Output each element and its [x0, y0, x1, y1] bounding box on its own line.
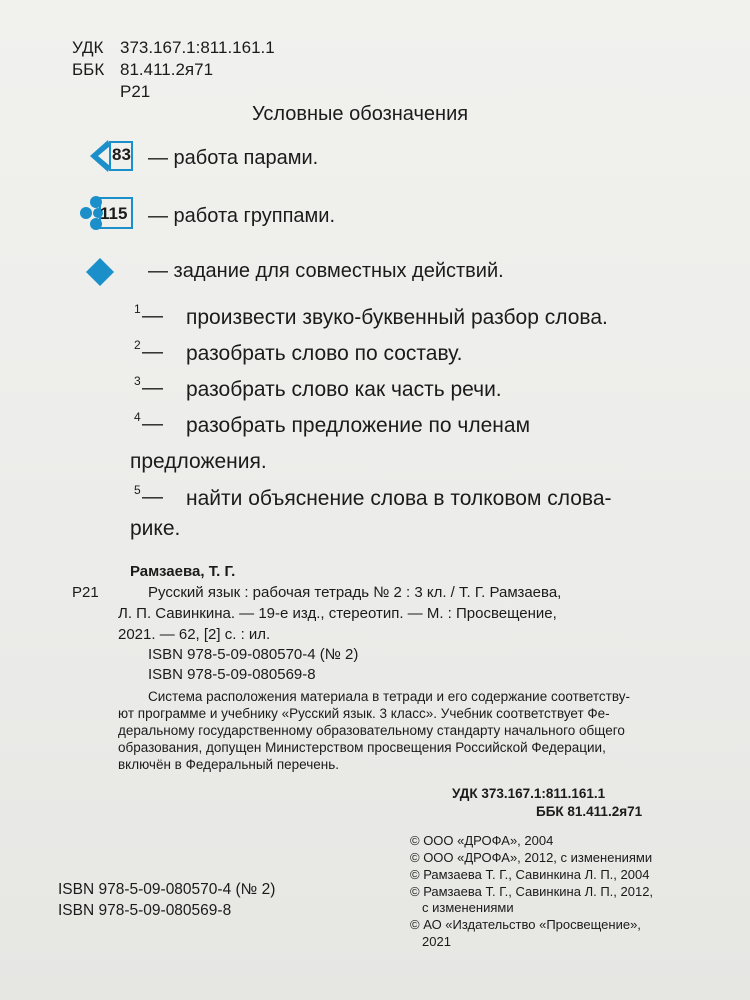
catalog-isbn-1: ISBN 978-5-09-080570-4 (№ 2) [148, 646, 359, 663]
joint-task-diamond-icon [84, 256, 116, 288]
pair-work-text: — работа парами. [148, 147, 319, 169]
bbk-value: 81.411.2я71 [120, 60, 214, 79]
bbk-label: ББК [72, 60, 105, 79]
annotation-line-1: Система расположения материала в тетради и его содержание соответству- [148, 689, 630, 704]
copyright-line-4: © Рамзаева Т. Г., Савинкина Л. П., 2012, [410, 884, 654, 899]
catalog-line-3: 2021. — 62, [2] с. : ил. [118, 626, 271, 643]
symbol-4-dash: — [142, 412, 163, 435]
catalog-line-2: Л. П. Савинкина. — 19-е изд., стереотип. — М. : Просвещение, [118, 605, 557, 622]
symbol-5-text-line2: рике. [130, 517, 181, 540]
legend-title: Условные обозначения [252, 103, 469, 125]
symbol-4-number: 4 [134, 410, 141, 424]
symbol-3-dash: — [142, 376, 163, 399]
annotation-line-4: образования, допущен Министерством просвещения Российской Федерации, [118, 740, 606, 755]
udk-label: УДК [72, 38, 104, 57]
joint-task-text: — задание для совместных действий. [148, 260, 504, 282]
symbol-4-text-line1: разобрать предложение по членам [186, 414, 531, 437]
bottom-isbn-1: ISBN 978-5-09-080570-4 (№ 2) [58, 881, 276, 898]
r-code: Р21 [120, 82, 151, 101]
copyright-line-1: © ООО «ДРОФА», 2004 [410, 833, 554, 848]
copyright-line-6: © АО «Издательство «Просвещение», [410, 917, 641, 932]
pair-work-number: 83 [112, 145, 131, 164]
catalog-r-code: Р21 [72, 584, 99, 601]
group-work-number: 115 [100, 204, 128, 223]
symbol-1-text: произвести звуко-буквенный разбор слова. [186, 306, 608, 329]
symbol-2-number: 2 [134, 338, 141, 352]
symbol-5-number: 5 [134, 483, 141, 497]
catalog-udk-code: УДК 373.167.1:811.161.1 [452, 786, 606, 801]
symbol-4-text-line2: предложения. [130, 450, 267, 473]
symbol-1-number: 1 [134, 302, 141, 316]
symbol-2-dash: — [142, 340, 163, 363]
copyright-line-7: 2021 [422, 934, 451, 949]
symbol-1-dash: — [142, 304, 163, 327]
catalog-line-1: Русский язык : рабочая тетрадь № 2 : 3 кл. / Т. Г. Рамзаева, [148, 584, 562, 601]
copyright-line-5: с изменениями [422, 900, 514, 915]
symbol-3-number: 3 [134, 374, 141, 388]
catalog-bbk-code: ББК 81.411.2я71 [536, 804, 643, 819]
annotation-line-5: включён в Федеральный перечень. [118, 757, 340, 772]
symbol-3-text: разобрать слово как часть речи. [186, 378, 502, 401]
catalog-author: Рамзаева, Т. Г. [130, 563, 236, 580]
copyright-line-3: © Рамзаева Т. Г., Савинкина Л. П., 2004 [410, 867, 650, 882]
annotation-line-2: ют программе и учебнику «Русский язык. 3 класс». Учебник соответствует Фе- [118, 706, 610, 721]
catalog-isbn-2: ISBN 978-5-09-080569-8 [148, 666, 316, 683]
bottom-isbn-2: ISBN 978-5-09-080569-8 [58, 902, 232, 919]
udk-value: 373.167.1:811.161.1 [120, 38, 275, 57]
group-work-text: — работа группами. [148, 205, 336, 227]
annotation-line-3: деральному государственному образовательному стандарту начального общего [118, 723, 625, 738]
symbol-5-dash: — [142, 485, 163, 508]
symbol-5-text-line1: найти объяснение слова в толковом слова- [186, 487, 612, 510]
copyright-line-2: © ООО «ДРОФА», 2012, с изменениями [410, 850, 653, 865]
symbol-2-text: разобрать слово по составу. [186, 342, 463, 365]
